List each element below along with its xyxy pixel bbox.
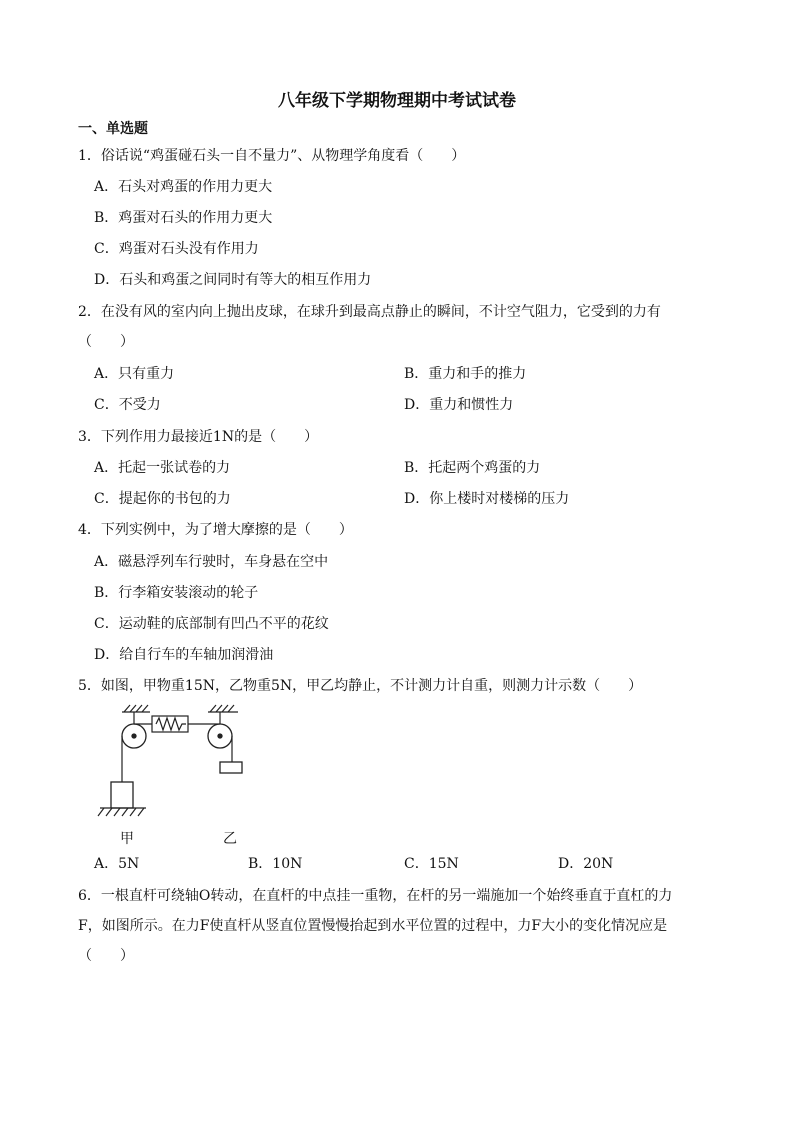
question-1-option-b: B．鸡蛋对石头的作用力更大	[94, 210, 273, 226]
question-4-stem: 4．下列实例中，为了增大摩擦的是（ ）	[78, 522, 353, 538]
question-3-option-a: A．托起一张试卷的力	[94, 460, 231, 476]
question-4-option-b: B．行李箱安装滚动的轮子	[94, 585, 259, 601]
question-5-option-a: A．5N	[94, 856, 140, 872]
block-jia	[111, 782, 133, 808]
question-1-option-c: C．鸡蛋对石头没有作用力	[94, 241, 259, 257]
right-ceiling-support	[208, 705, 238, 724]
question-5-stem: 5．如图，甲物重15N，乙物重5N，甲乙均静止，不计测力计自重，则测力计示数（ ）	[78, 678, 643, 694]
label-jia: 甲	[120, 831, 134, 847]
spring-scale	[152, 716, 188, 732]
question-6-line-2: F，如图所示。在力F使直杆从竖直位置慢慢抬起到水平位置的过程中，力F大小的变化情况应是	[78, 918, 668, 934]
question-6-line-3: （ ）	[78, 948, 134, 964]
question-3-option-b: B．托起两个鸡蛋的力	[404, 460, 541, 476]
question-2-option-d: D．重力和惯性力	[404, 397, 514, 413]
question-5-option-b: B．10N	[248, 856, 303, 872]
page-title: 八年级下学期物理期中考试试卷	[278, 91, 516, 111]
left-ceiling-support	[122, 705, 150, 724]
question-1-option-a: A．石头对鸡蛋的作用力更大	[94, 179, 273, 195]
question-3-option-d: D．你上楼时对楼梯的压力	[404, 491, 570, 507]
question-2-stem-continued: （ ）	[78, 334, 134, 350]
question-1-option-d: D．石头和鸡蛋之间同时有等大的相互作用力	[94, 272, 372, 288]
label-yi: 乙	[223, 831, 237, 847]
section-heading: 一、单选题	[78, 121, 148, 137]
question-6-line-1: 6．一根直杆可绕轴O转动，在直杆的中点挂一重物，在杆的另一端施加一个始终垂直于直杠的力	[78, 888, 673, 904]
question-4-option-c: C．运动鞋的底部制有凹凸不平的花纹	[94, 616, 329, 632]
question-2-option-b: B．重力和手的推力	[404, 366, 527, 382]
question-2-option-c: C．不受力	[94, 397, 161, 413]
question-5-option-d: D．20N	[558, 856, 614, 872]
question-1-stem: 1．俗话说“鸡蛋碰石头一自不量力”、从物理学角度看（ ）	[78, 148, 466, 164]
question-3-stem: 3．下列作用力最接近1N的是（ ）	[78, 429, 319, 445]
question-4-option-d: D．给自行车的车轴加润滑油	[94, 647, 274, 663]
question-5-option-c: C．15N	[404, 856, 459, 872]
question-2-stem: 2．在没有风的室内向上抛出皮球，在球升到最高点静止的瞬间，不计空气阻力，它受到的力有	[78, 304, 661, 320]
question-4-option-a: A．磁悬浮列车行驶时，车身悬在空中	[94, 554, 329, 570]
question-2-option-a: A．只有重力	[94, 366, 175, 382]
ground-support	[98, 808, 146, 816]
left-pulley	[122, 724, 146, 748]
right-pulley	[208, 724, 232, 748]
question-3-option-c: C．提起你的书包的力	[94, 491, 231, 507]
block-yi	[220, 762, 242, 773]
